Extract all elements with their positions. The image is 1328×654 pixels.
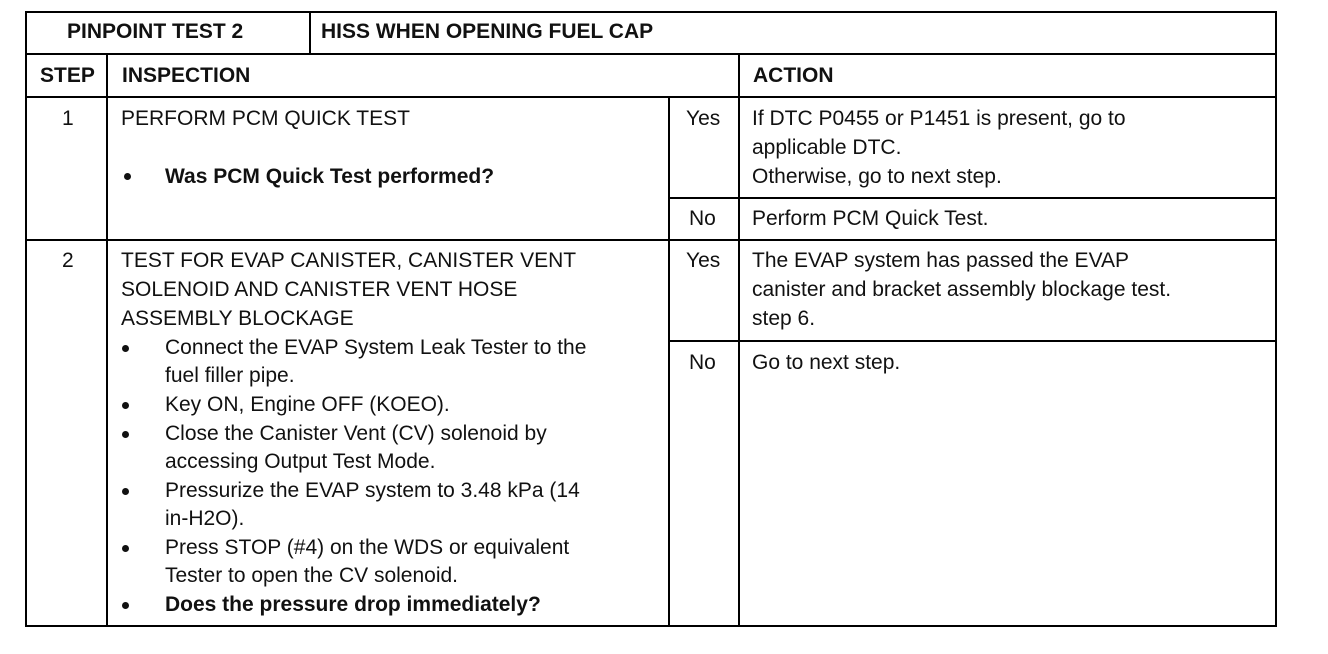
bullet-icon (122, 402, 129, 409)
column-header-inspection: INSPECTION (122, 64, 251, 87)
bullet-text-line: Connect the EVAP System Leak Tester to the (165, 336, 587, 359)
yes-action-line: step 6. (752, 307, 816, 330)
yes-action-line: If DTC P0455 or P1451 is present, go to (752, 107, 1126, 130)
bullet-text-line: Close the Canister Vent (CV) solenoid by (165, 422, 547, 445)
yes-action-line: canister and bracket assembly blockage test. (752, 278, 1172, 301)
step-title-line: TEST FOR EVAP CANISTER, CANISTER VENT (121, 249, 577, 272)
bullet-icon (122, 545, 129, 552)
bullet-text-line: in-H2O). (165, 507, 245, 530)
answer-no: No (689, 351, 716, 374)
bullet-text-line: Tester to open the CV solenoid. (165, 564, 459, 587)
step-title-line: ASSEMBLY BLOCKAGE (121, 307, 354, 330)
bullet-text-line: Key ON, Engine OFF (KOEO). (165, 393, 450, 416)
step-column-divider (106, 53, 108, 627)
bullet-icon (122, 602, 129, 609)
step2-yes-no-divider (668, 340, 1277, 342)
answer-column-divider (668, 96, 670, 627)
bullet-icon (124, 173, 131, 180)
yes-action-line: Otherwise, go to next step. (752, 165, 1002, 188)
column-header-divider (25, 96, 1277, 98)
bullet-text-line: Press STOP (#4) on the WDS or equivalent (165, 536, 570, 559)
bullet-icon (122, 488, 129, 495)
answer-yes: Yes (686, 249, 721, 272)
step1-yes-no-divider (668, 197, 1277, 199)
header-id-divider (309, 11, 311, 54)
bullet-text-line: accessing Output Test Mode. (165, 450, 436, 473)
bullet-icon (122, 345, 129, 352)
bullet-icon (122, 431, 129, 438)
bullet-text-line: fuel filler pipe. (165, 364, 295, 387)
step-question: Does the pressure drop immediately? (165, 593, 541, 616)
bullet-text-line: Pressurize the EVAP system to 3.48 kPa (14 (165, 479, 580, 502)
step-title-line: SOLENOID AND CANISTER VENT HOSE (121, 278, 518, 301)
answer-no: No (689, 207, 716, 230)
step-question: Was PCM Quick Test performed? (165, 165, 495, 188)
no-action: Go to next step. (752, 351, 901, 374)
no-action: Perform PCM Quick Test. (752, 207, 989, 230)
yes-action-line: applicable DTC. (752, 136, 902, 159)
test-id: PINPOINT TEST 2 (67, 20, 244, 43)
step-divider (25, 239, 1277, 241)
answer-yes: Yes (686, 107, 721, 130)
column-header-action: ACTION (753, 64, 834, 87)
column-header-step: STEP (40, 64, 95, 87)
header-divider (25, 53, 1277, 55)
step-number: 1 (62, 107, 74, 130)
step-title: PERFORM PCM QUICK TEST (121, 107, 410, 130)
test-title: HISS WHEN OPENING FUEL CAP (321, 20, 654, 43)
action-column-divider (738, 53, 740, 627)
yes-action-line: The EVAP system has passed the EVAP (752, 249, 1130, 272)
step-number: 2 (62, 249, 74, 272)
